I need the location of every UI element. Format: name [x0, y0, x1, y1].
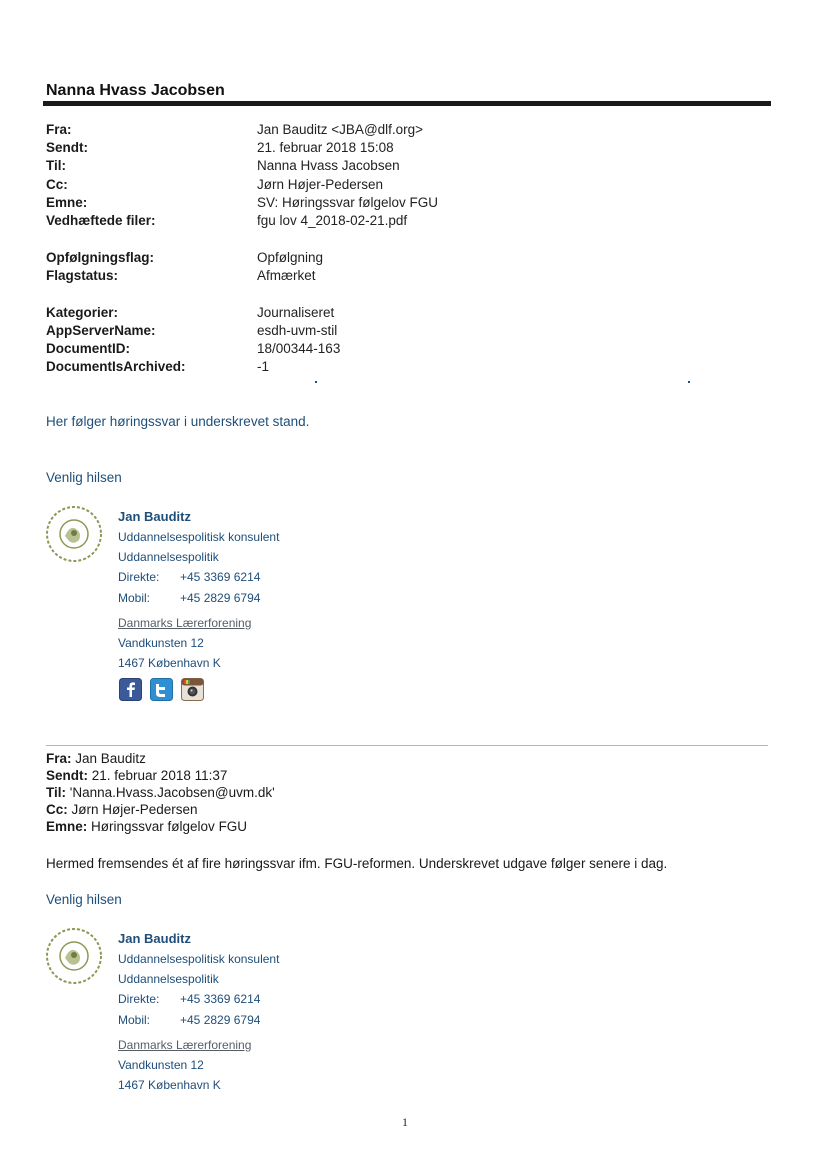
mobile-phone[interactable]: +45 2829 6794	[180, 591, 261, 605]
forward-subject-label: Emne:	[46, 819, 88, 834]
address-city: 1467 København K	[118, 1078, 221, 1092]
forward-from-label: Fra:	[46, 751, 72, 766]
meta-value: Opfølgning	[257, 250, 324, 265]
logo-seal-icon	[45, 927, 103, 985]
meta-value: Afmærket	[257, 268, 316, 283]
mobile-label: Mobil:	[118, 1013, 151, 1027]
page-title: Nanna Hvass Jacobsen	[46, 82, 225, 99]
meta-row-flagstatus	[46, 268, 766, 286]
meta-label: Emne:	[46, 195, 88, 210]
meta-value: SV: Høringssvar følgelov FGU	[257, 195, 439, 210]
address-street: Vandkunsten 12	[118, 636, 204, 650]
forward-body: Hermed fremsendes ét af fire høringssvar ifm. FGU-reformen. Underskrevet udgave følger senere i dag.	[46, 856, 668, 871]
forward-cc-value: Jørn Højer-Pedersen	[71, 802, 198, 817]
forward-from	[46, 751, 146, 766]
forward-cc-label: Cc:	[46, 802, 68, 817]
direct-phone[interactable]: +45 3369 6214	[180, 570, 261, 584]
meta-label: Sendt:	[46, 140, 88, 155]
forward-subject-value: Høringssvar følgelov FGU	[91, 819, 248, 834]
greeting: Venlig hilsen	[46, 892, 122, 907]
meta-label: Flagstatus:	[46, 268, 119, 283]
meta-label: Vedhæftede filer:	[46, 213, 156, 228]
scan-speck	[688, 381, 690, 383]
forward-from-value: Jan Bauditz	[75, 751, 146, 766]
address-street: Vandkunsten 12	[118, 1058, 204, 1072]
organization-link[interactable]: Danmarks Lærerforening	[118, 1038, 252, 1052]
meta-row-sent	[46, 140, 766, 158]
instagram-icon[interactable]	[181, 678, 204, 701]
header-divider	[43, 101, 771, 106]
meta-value: 21. februar 2018 15:08	[257, 140, 394, 155]
meta-row-documentid	[46, 341, 766, 359]
meta-row-attachments	[46, 213, 766, 231]
meta-row-to	[46, 158, 766, 176]
signature-department: Uddannelsespolitik	[118, 972, 219, 986]
signature-title: Uddannelsespolitisk konsulent	[118, 530, 280, 544]
forward-sent-label: Sendt:	[46, 768, 88, 783]
meta-value: 18/00344-163	[257, 341, 341, 356]
meta-label: DocumentIsArchived:	[46, 359, 186, 374]
meta-label: Opfølgningsflag:	[46, 250, 154, 265]
forward-subject	[46, 819, 247, 834]
meta-label: Til:	[46, 158, 66, 173]
page-number: 1	[402, 1115, 408, 1129]
meta-row-appserver	[46, 323, 766, 341]
meta-value: Jørn Højer-Pedersen	[257, 177, 384, 192]
greeting: Venlig hilsen	[46, 470, 122, 485]
attachment-filename[interactable]: fgu lov 4_2018-02-21.pdf	[257, 213, 408, 228]
address-city: 1467 København K	[118, 656, 221, 670]
twitter-icon[interactable]	[150, 678, 173, 701]
mobile-phone[interactable]: +45 2829 6794	[180, 1013, 261, 1027]
forward-divider	[46, 745, 768, 746]
meta-label: AppServerName:	[46, 323, 156, 338]
meta-row-archived	[46, 359, 766, 377]
meta-row-cc	[46, 177, 766, 195]
meta-row-from	[46, 122, 766, 140]
meta-value: esdh-uvm-stil	[257, 323, 338, 338]
meta-row-flag	[46, 250, 766, 268]
meta-label: Fra:	[46, 122, 72, 137]
forward-to-value: 'Nanna.Hvass.Jacobsen@uvm.dk'	[69, 785, 275, 800]
signature-title: Uddannelsespolitisk konsulent	[118, 952, 280, 966]
direct-label: Direkte:	[118, 570, 160, 584]
direct-phone[interactable]: +45 3369 6214	[180, 992, 261, 1006]
forward-to-label: Til:	[46, 785, 66, 800]
forward-to	[46, 785, 275, 800]
logo-seal-icon	[45, 505, 103, 563]
meta-row-categories	[46, 305, 766, 323]
forward-cc	[46, 802, 198, 817]
forward-sent	[46, 768, 227, 783]
meta-label: Cc:	[46, 177, 68, 192]
signature-name: Jan Bauditz	[118, 931, 191, 946]
meta-label: Kategorier:	[46, 305, 119, 320]
direct-label: Direkte:	[118, 992, 160, 1006]
scan-speck	[315, 381, 317, 383]
forward-sent-value: 21. februar 2018 11:37	[91, 768, 228, 783]
meta-row-subject	[46, 195, 766, 213]
signature-name: Jan Bauditz	[118, 509, 191, 524]
signature-department: Uddannelsespolitik	[118, 550, 219, 564]
meta-value: Jan Bauditz <JBA@dlf.org>	[257, 122, 424, 137]
meta-label: DocumentID:	[46, 341, 130, 356]
meta-value: Nanna Hvass Jacobsen	[257, 158, 400, 173]
organization-link[interactable]: Danmarks Lærerforening	[118, 616, 252, 630]
facebook-icon[interactable]	[119, 678, 142, 701]
meta-value: Journaliseret	[257, 305, 335, 320]
message-body: Her følger høringssvar i underskrevet stand.	[46, 414, 310, 429]
meta-value: -1	[257, 359, 270, 374]
mobile-label: Mobil:	[118, 591, 151, 605]
